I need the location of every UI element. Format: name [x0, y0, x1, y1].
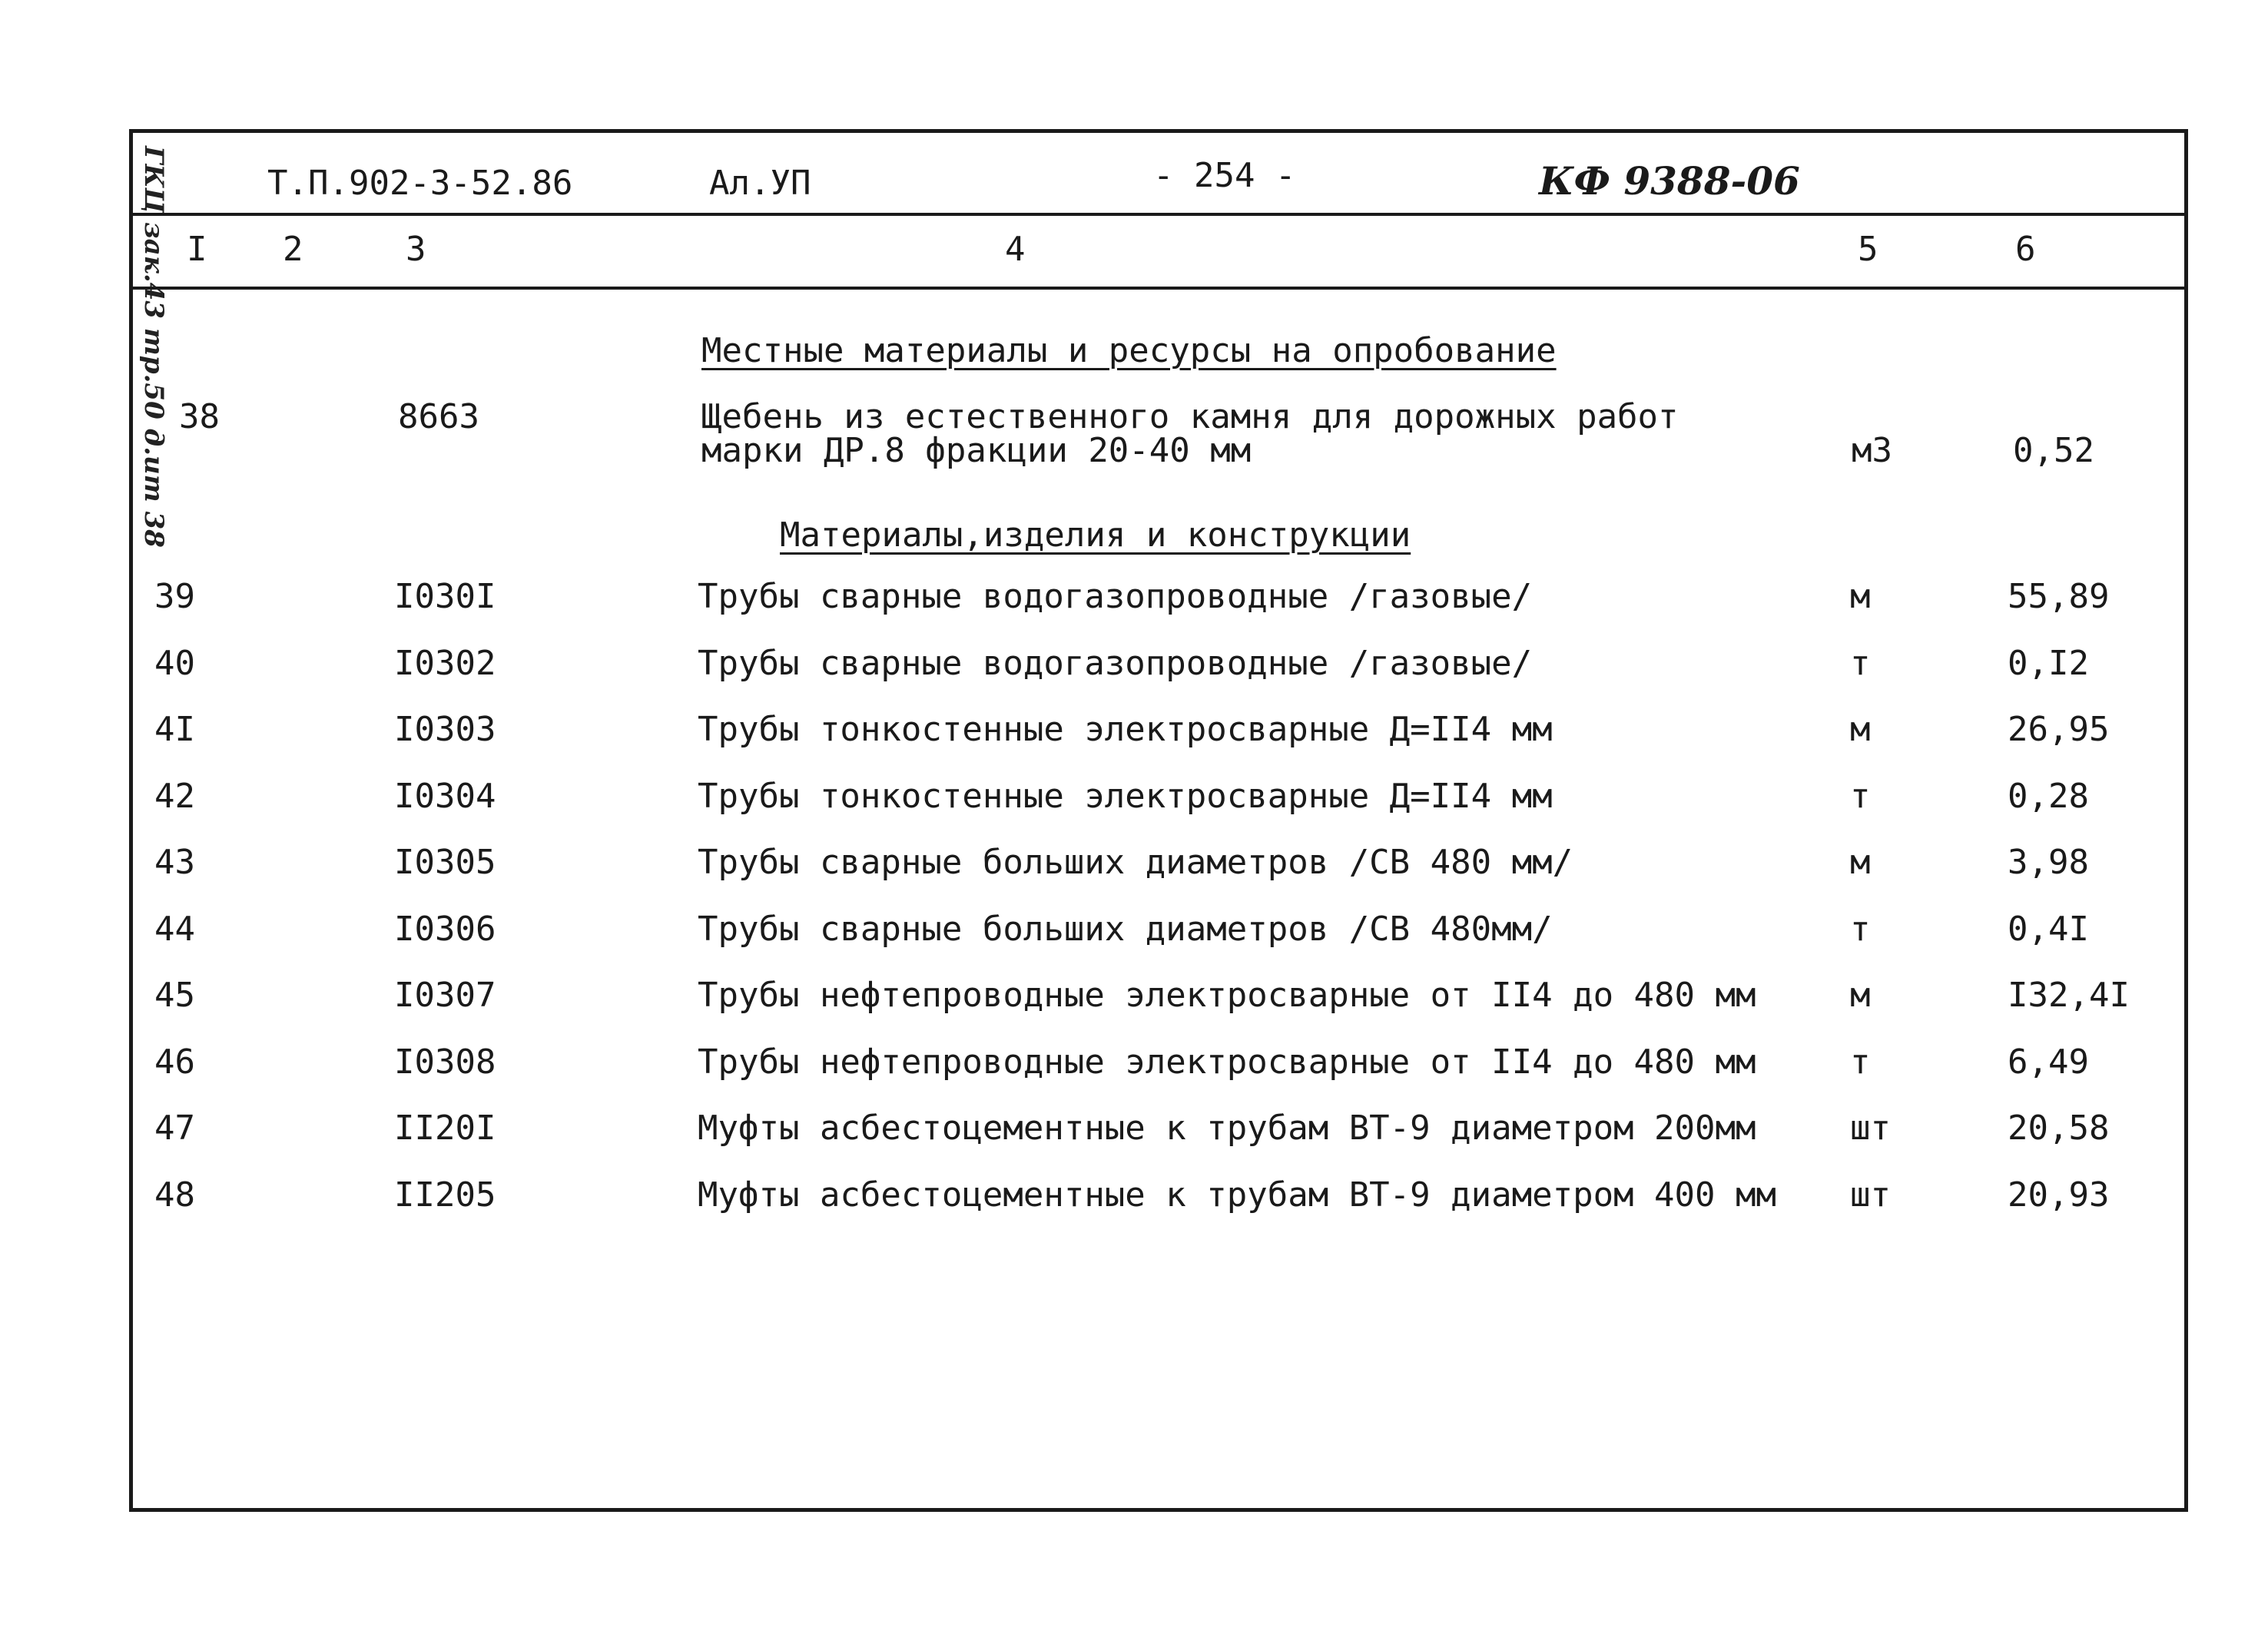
col-header-3: 3	[406, 230, 426, 269]
row-name: Трубы тонкостенные электросварные Д=II4 мм	[698, 710, 1553, 749]
row-num: 39	[154, 577, 195, 616]
table-row	[133, 574, 2184, 620]
row-num: 47	[154, 1109, 195, 1148]
table-row	[133, 840, 2184, 886]
row-name: Трубы тонкостенные электросварные Д=II4 мм	[698, 776, 1553, 816]
row-num: 43	[154, 843, 195, 882]
section-heading-local: Местные материалы и ресурсы на опробование	[701, 331, 1557, 370]
row-code: I0303	[394, 710, 496, 749]
row-unit: т	[1850, 909, 1871, 949]
row-unit: т	[1850, 643, 1871, 683]
page-number: - 254 -	[1153, 156, 1296, 195]
table-row	[133, 707, 2184, 753]
table-row	[133, 906, 2184, 953]
row-num: 46	[154, 1042, 195, 1082]
table-row	[133, 774, 2184, 820]
table-row	[133, 641, 2184, 687]
table-row	[133, 973, 2184, 1019]
col-header-6: 6	[2015, 230, 2036, 269]
row-qty: I32,4I	[2008, 976, 2130, 1015]
col-header-5: 5	[1858, 230, 1878, 269]
row-unit: м	[1850, 577, 1871, 616]
row-name: Трубы сварные водогазопроводные /газовые/	[698, 577, 1533, 616]
row-unit: м	[1850, 843, 1871, 882]
row-code: I030I	[394, 577, 496, 616]
row-qty: 0,I2	[2008, 643, 2089, 683]
header-divider-top	[133, 213, 2184, 216]
row-qty: 55,89	[2008, 577, 2110, 616]
row-code: II20I	[394, 1109, 496, 1148]
row-unit: м	[1850, 976, 1871, 1015]
section-heading-materials: Материалы,изделия и конструкции	[780, 515, 1411, 555]
row-unit: м	[1850, 710, 1871, 749]
row-name: Трубы сварные больших диаметров /СВ 480мм/	[698, 909, 1553, 949]
row-name: Муфты асбестоцементные к трубам ВТ-9 диаметром 400 мм	[698, 1175, 1776, 1215]
row-unit: шт	[1850, 1175, 1891, 1215]
row-qty: 20,58	[2008, 1109, 2110, 1148]
row-38-num: 38	[179, 397, 220, 436]
row-qty: 0,28	[2008, 776, 2089, 816]
row-name: Трубы нефтепроводные электросварные от II4 до 480 мм	[698, 976, 1756, 1015]
row-code: I0302	[394, 643, 496, 683]
row-name: Трубы нефтепроводные электросварные от II4 до 480 мм	[698, 1042, 1756, 1082]
row-code: I0308	[394, 1042, 496, 1082]
row-code: I0306	[394, 909, 496, 949]
row-name: Муфты асбестоцементные к трубам ВТ-9 диаметром 200мм	[698, 1109, 1756, 1148]
doc-code: Т.П.902-3-52.86	[267, 164, 573, 203]
document-frame	[129, 129, 2188, 1512]
row-num: 40	[154, 643, 195, 683]
col-header-1: I	[187, 230, 207, 269]
row-qty: 6,49	[2008, 1042, 2089, 1082]
col-header-2: 2	[283, 230, 303, 269]
table-row	[133, 1172, 2184, 1218]
row-code: I0304	[394, 776, 496, 816]
row-qty: 0,4I	[2008, 909, 2089, 949]
row-name: Трубы сварные водогазопроводные /газовые/	[698, 643, 1533, 683]
row-code: I0307	[394, 976, 496, 1015]
ref-number: КФ 9388-06	[1539, 158, 1800, 204]
col-header-4: 4	[1005, 230, 1026, 269]
table-row	[133, 1105, 2184, 1152]
header-divider-bottom	[133, 287, 2184, 290]
side-stamp: ГКЦ зак.43 тр.50 д.ит 38	[138, 146, 169, 548]
row-num: 42	[154, 776, 195, 816]
row-unit: шт	[1850, 1109, 1891, 1148]
row-unit: т	[1850, 776, 1871, 816]
row-unit: т	[1850, 1042, 1871, 1082]
row-38-name-1: Щебень из естественного камня для дорожных работ	[701, 397, 1679, 436]
row-num: 45	[154, 976, 195, 1015]
row-38-name-2: марки ДР.8 фракции 20-40 мм	[701, 431, 1252, 470]
row-code: I0305	[394, 843, 496, 882]
row-qty: 26,95	[2008, 710, 2110, 749]
album-label: Ал.УП	[709, 164, 811, 203]
row-qty: 20,93	[2008, 1175, 2110, 1215]
row-name: Трубы сварные больших диаметров /СВ 480 мм/	[698, 843, 1573, 882]
row-num: 44	[154, 909, 195, 949]
row-num: 48	[154, 1175, 195, 1215]
row-38-unit: м3	[1852, 431, 1892, 470]
row-38-qty: 0,52	[2013, 431, 2094, 470]
row-38-code: 8663	[398, 397, 479, 436]
row-code: II205	[394, 1175, 496, 1215]
row-num: 4I	[154, 710, 195, 749]
row-qty: 3,98	[2008, 843, 2089, 882]
table-row	[133, 1039, 2184, 1085]
